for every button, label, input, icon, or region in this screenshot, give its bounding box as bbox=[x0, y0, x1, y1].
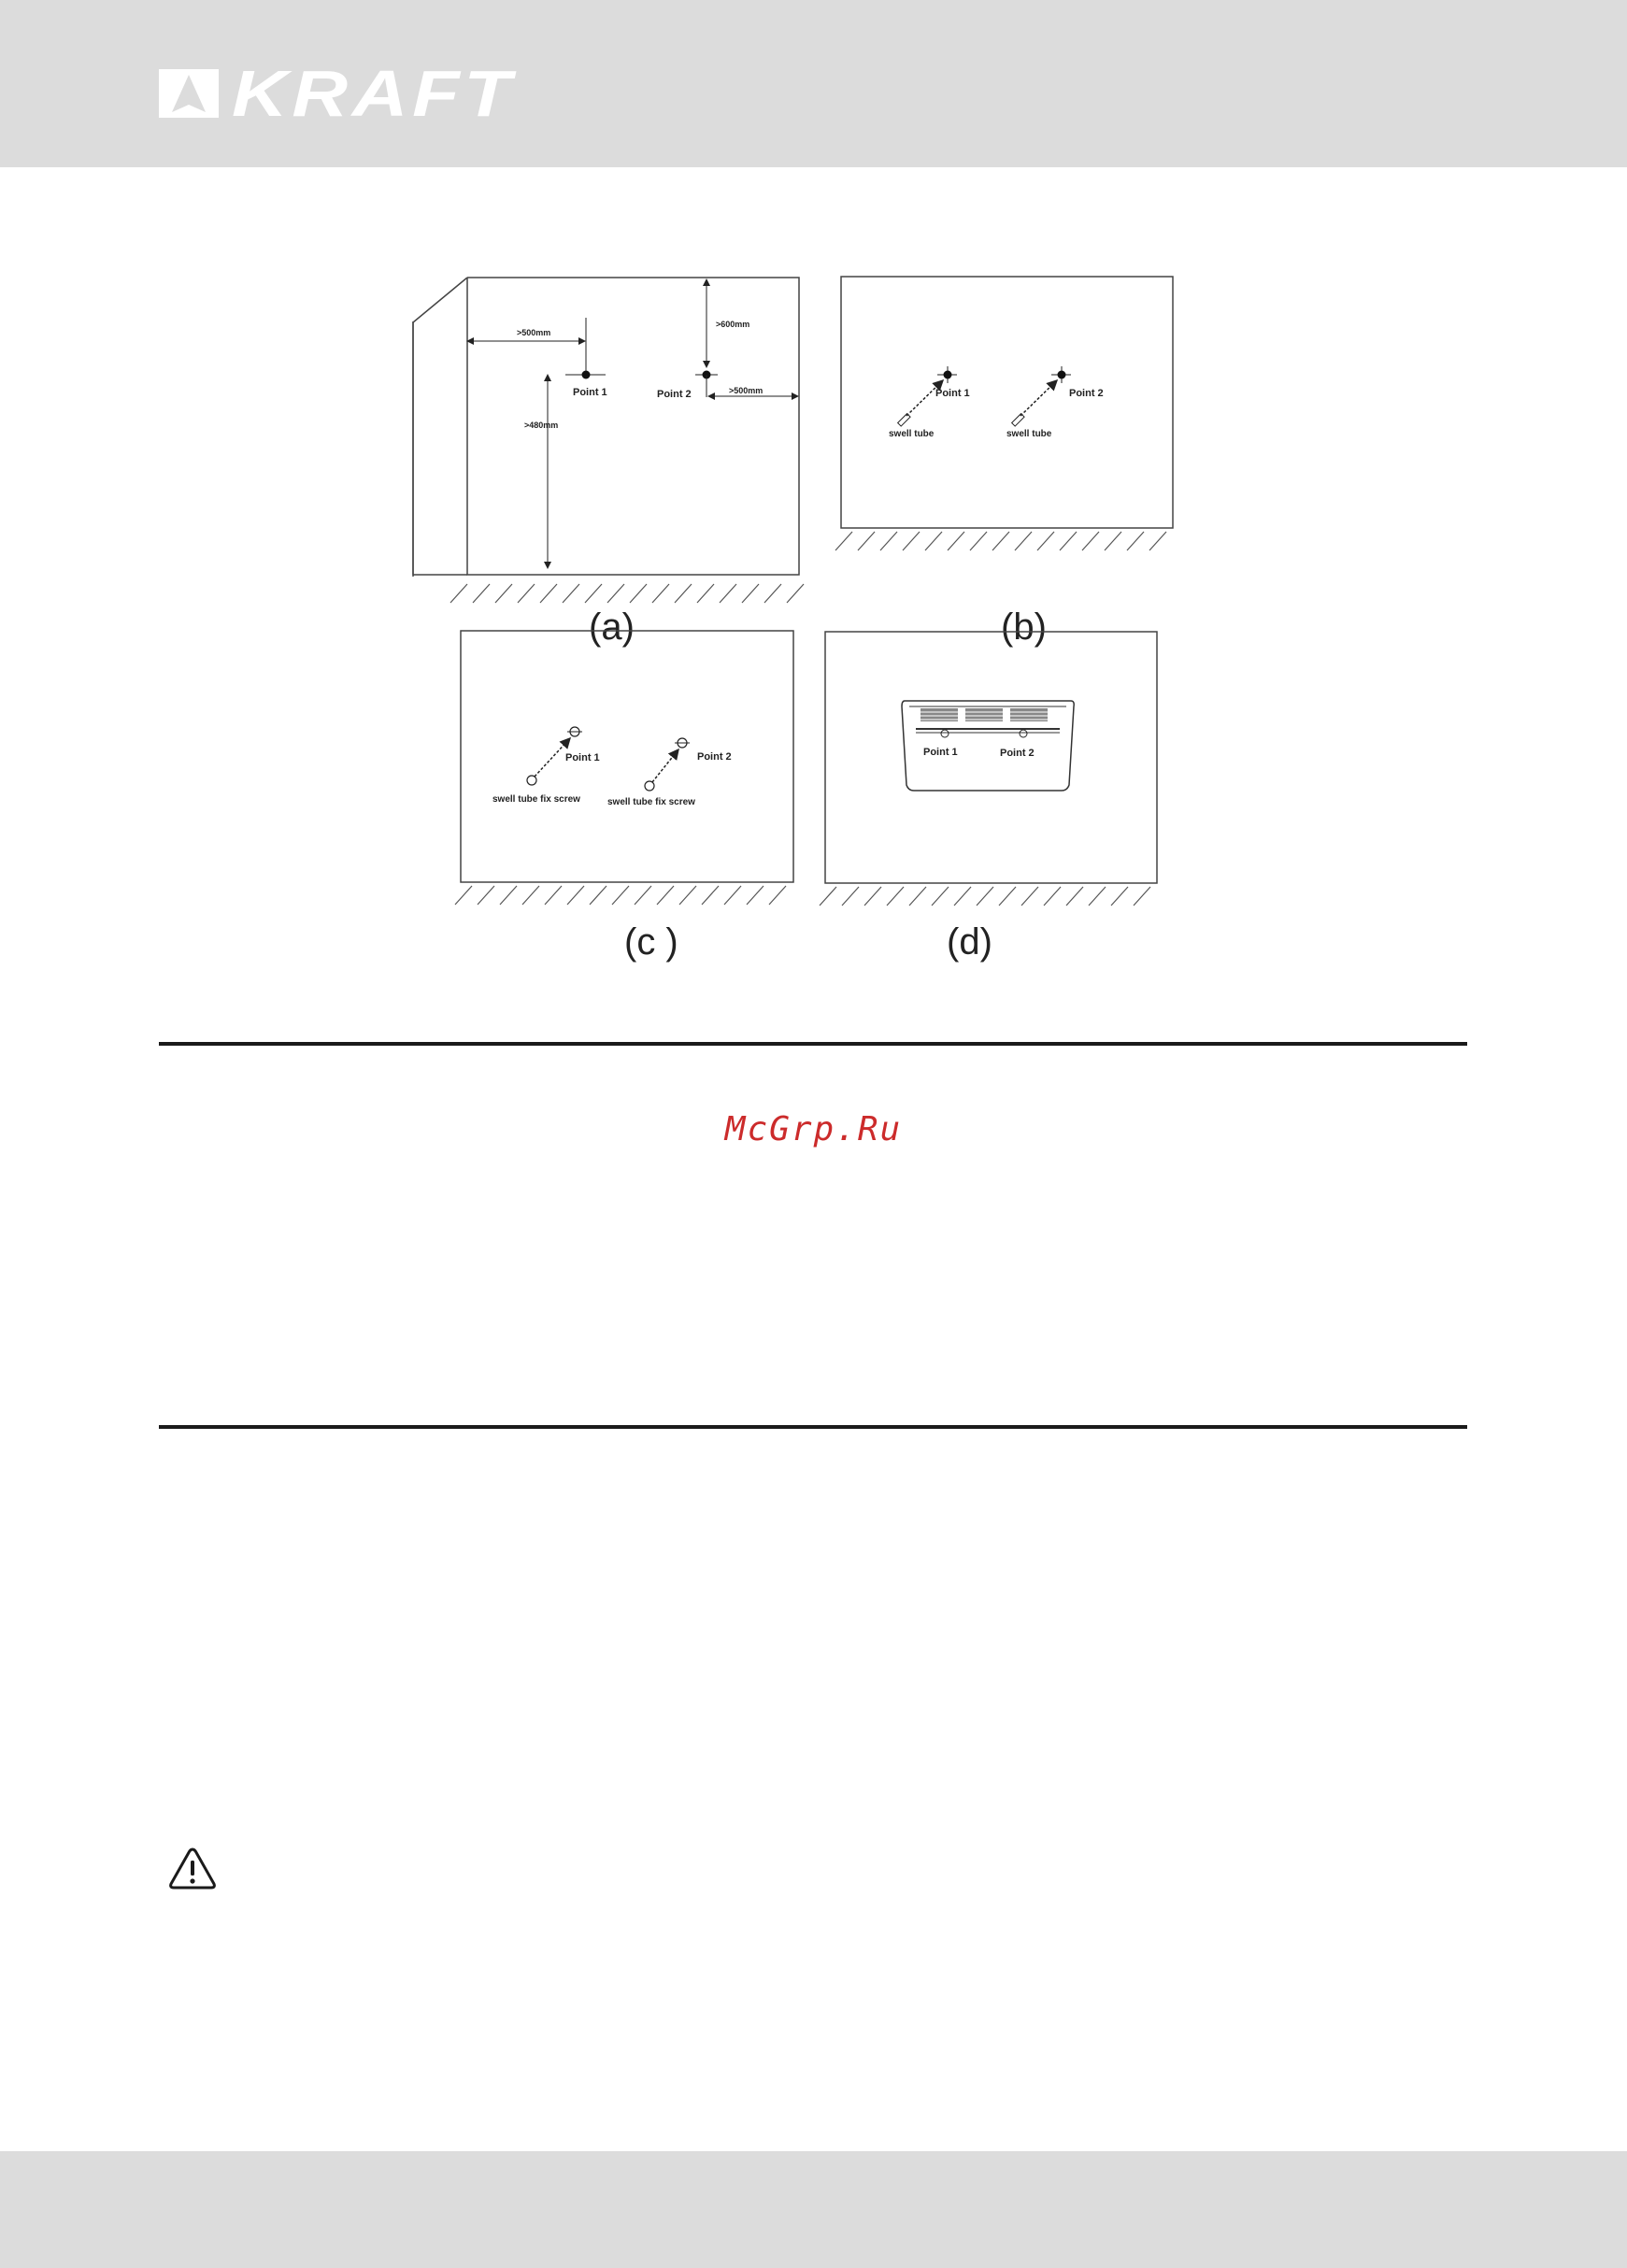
floor-hatch-a bbox=[450, 584, 804, 603]
figure-c bbox=[455, 631, 793, 963]
c-point-1-label: Point 1 bbox=[565, 752, 600, 763]
kraft-logo-icon bbox=[159, 69, 219, 118]
watermark-text: McGrp.Ru bbox=[724, 1110, 903, 1148]
b-swell-tube-1: swell tube bbox=[889, 429, 935, 439]
figure-d bbox=[820, 632, 1157, 963]
caption-d: (d) bbox=[947, 921, 992, 963]
figure-b bbox=[835, 277, 1173, 648]
caption-b: (b) bbox=[1001, 606, 1047, 648]
warning-triangle-icon bbox=[168, 1847, 217, 1891]
dim-left-horizontal: >500mm bbox=[517, 328, 551, 337]
kraft-logo bbox=[159, 57, 516, 130]
caption-c: (c ) bbox=[624, 921, 678, 963]
section-divider-bottom bbox=[159, 1425, 1467, 1429]
floor-hatch-c bbox=[455, 886, 786, 905]
heater-unit bbox=[902, 701, 1074, 791]
point-1-label: Point 1 bbox=[573, 387, 607, 398]
page-footer-band bbox=[0, 2151, 1627, 2268]
dim-top-vertical: >600mm bbox=[716, 320, 750, 329]
c-fix-screw-2: swell tube fix screw bbox=[607, 797, 695, 807]
floor-hatch-b bbox=[835, 532, 1166, 550]
point-1-marker bbox=[582, 371, 591, 379]
caption-a: (a) bbox=[589, 606, 635, 648]
point-2-label: Point 2 bbox=[657, 389, 692, 400]
d-point-1-label: Point 1 bbox=[923, 747, 958, 758]
dim-floor-vertical: >480mm bbox=[524, 421, 559, 430]
c-point-2-label: Point 2 bbox=[697, 751, 732, 763]
c-fix-screw-1: swell tube fix screw bbox=[492, 794, 580, 805]
b-point-2-label: Point 2 bbox=[1069, 388, 1104, 399]
b-point-1-label: Point 1 bbox=[935, 388, 970, 399]
dim-right-horizontal: >500mm bbox=[729, 386, 764, 395]
d-point-2-label: Point 2 bbox=[1000, 748, 1035, 759]
installation-diagram bbox=[392, 262, 1234, 972]
b-swell-tube-2: swell tube bbox=[1006, 429, 1052, 439]
brand-name: KRAFT bbox=[232, 57, 516, 130]
figure-a bbox=[392, 278, 804, 648]
installation-figures bbox=[392, 262, 1234, 972]
floor-hatch-d bbox=[820, 887, 1150, 906]
section-divider-top bbox=[159, 1042, 1467, 1046]
page-header-band bbox=[0, 0, 1627, 167]
